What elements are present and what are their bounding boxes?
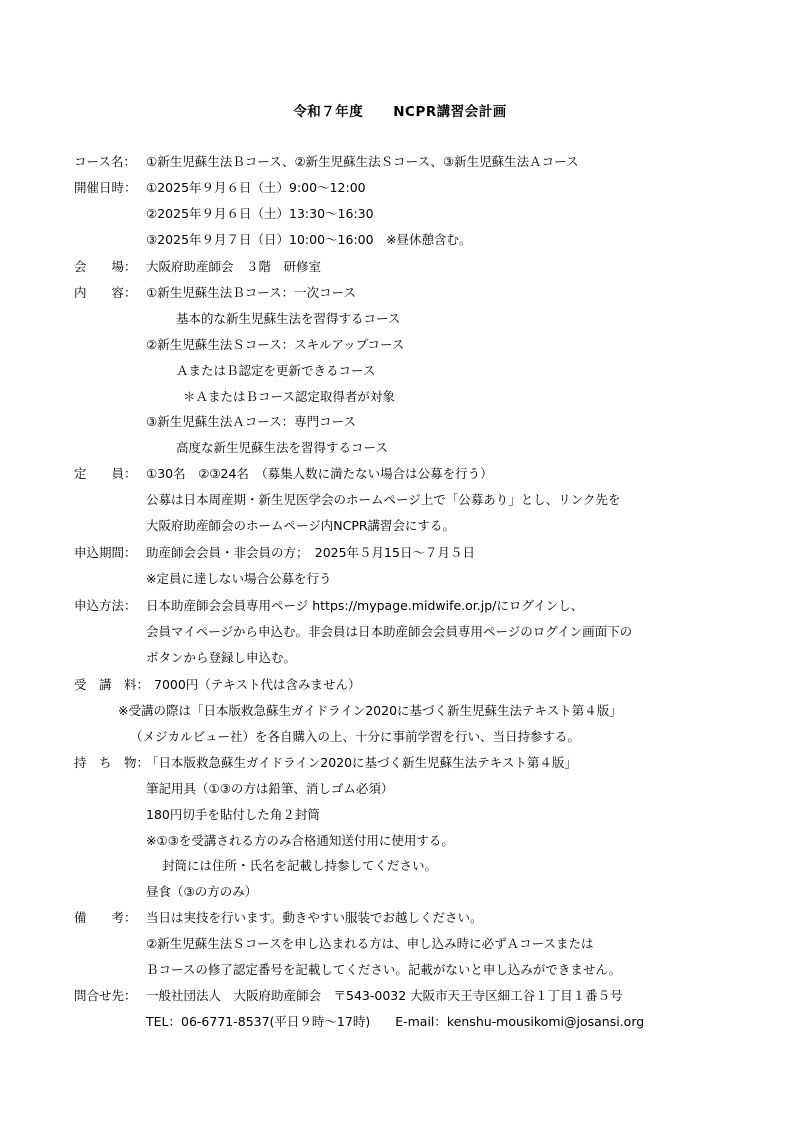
- period-line: ※定員に達しない場合公募を行う: [146, 571, 332, 586]
- content-label: 内 容：: [74, 285, 137, 300]
- capacity-line: 大阪府助産師会のホームページ内NCPR講習会にする。: [146, 518, 456, 533]
- method-line: ボタンから登録し申込む。: [146, 650, 297, 665]
- page-title: [0, 100, 800, 120]
- period-line: 助産師会会員・非会員の方； 2025年５月15日～７月５日: [146, 545, 475, 560]
- schedule-item: ②2025年９月６日（土）13:30～16:30: [146, 206, 374, 221]
- title-name: NCPR講習会計画: [393, 104, 507, 120]
- belongings-label: 持 ち 物：: [74, 755, 150, 770]
- fee-text: 7000円（テキスト代は含みません）: [154, 677, 361, 692]
- capacity-line: 公募は日本周産期・新生児医学会のホームページ上で「公募あり」とし、リンク先を: [146, 492, 621, 507]
- remarks-label: 備 考：: [74, 910, 137, 925]
- course-name-label: コース名：: [74, 154, 136, 169]
- belongings-line: 「日本版救急蘇生ガイドライン2020に基づく新生児蘇生法テキスト第４版」: [146, 755, 577, 770]
- method-line: 会員マイページから申込む。非会員は日本助産師会会員専用ページのログイン画面下の: [146, 624, 633, 639]
- content-line: ①新生児蘇生法Ｂコース：一次コース: [146, 285, 356, 300]
- content-line: 基本的な新生児蘇生法を習得するコース: [176, 311, 401, 326]
- remarks-line: Ｂコースの修了認定番号を記載してください。記載がないと申し込みができません。: [146, 962, 622, 977]
- method-label: 申込方法：: [74, 598, 137, 613]
- content-line: ＡまたはＢ認定を更新できるコース: [176, 363, 376, 378]
- title-era: 令和７年度: [293, 104, 364, 120]
- fee-label: 受 講 料：: [74, 677, 150, 692]
- content-line: ②新生児蘇生法Ｓコース：スキルアップコース: [146, 337, 405, 352]
- method-line: 日本助産師会会員専用ページ https://mypage.midwife.or.jp/にログインし、: [146, 598, 584, 613]
- schedule-item: ①2025年９月６日（土）9:00～12:00: [146, 180, 366, 195]
- contact-line: TEL：06-6771-8537(平日９時～17時) E-mail：kenshu-mousikomi@josansi.org: [146, 1014, 645, 1029]
- content-line: ③新生児蘇生法Ａコース：専門コース: [146, 414, 356, 429]
- belongings-line: 筆記用具（①③の方は鉛筆、消しゴム必須）: [146, 781, 394, 796]
- fee-note: ※受講の際は「日本版救急蘇生ガイドライン2020に基づく新生児蘇生法テキスト第４版」: [118, 703, 622, 718]
- content-line: 高度な新生児蘇生法を習得するコース: [176, 440, 388, 455]
- content-line: ＊ＡまたはＢコース認定取得者が対象: [183, 389, 395, 404]
- contact-label: 問合せ先：: [74, 988, 137, 1003]
- venue-text: 大阪府助産師会 ３階 研修室: [146, 259, 322, 274]
- belongings-line: 封筒には住所・氏名を記載し持参してください。: [162, 858, 438, 873]
- remarks-line: 当日は実技を行います。動きやすい服装でお越しください。: [146, 910, 483, 925]
- belongings-line: ※①③を受講される方のみ合格通知送付用に使用する。: [146, 833, 454, 848]
- venue-label: 会 場：: [74, 259, 137, 274]
- schedule-label: 開催日時：: [74, 180, 137, 195]
- schedule-item: ③2025年９月７日（日）10:00～16:00 ※昼休憩含む。: [146, 232, 472, 247]
- belongings-line: 昼食（③の方のみ）: [146, 884, 258, 899]
- remarks-line: ②新生児蘇生法Ｓコースを申し込まれる方は、申し込み時に必ずＡコースまたは: [146, 936, 594, 951]
- capacity-label: 定 員：: [74, 466, 137, 481]
- fee-note: （メジカルビュー社）を各自購入の上、十分に事前学習を行い、当日持参する。: [130, 729, 581, 744]
- contact-line: 一般社団法人 大阪府助産師会 〒543-0032 大阪市天王寺区細工谷１丁目１番５号: [146, 988, 623, 1003]
- capacity-line: ①30名 ②③24名 （募集人数に満たない場合は公募を行う）: [146, 466, 493, 481]
- period-label: 申込期間：: [74, 545, 137, 560]
- course-name-text: ①新生児蘇生法Ｂコース、②新生児蘇生法Ｓコース、③新生児蘇生法Ａコース: [146, 154, 579, 169]
- belongings-line: 180円切手を貼付した角２封筒: [146, 807, 320, 822]
